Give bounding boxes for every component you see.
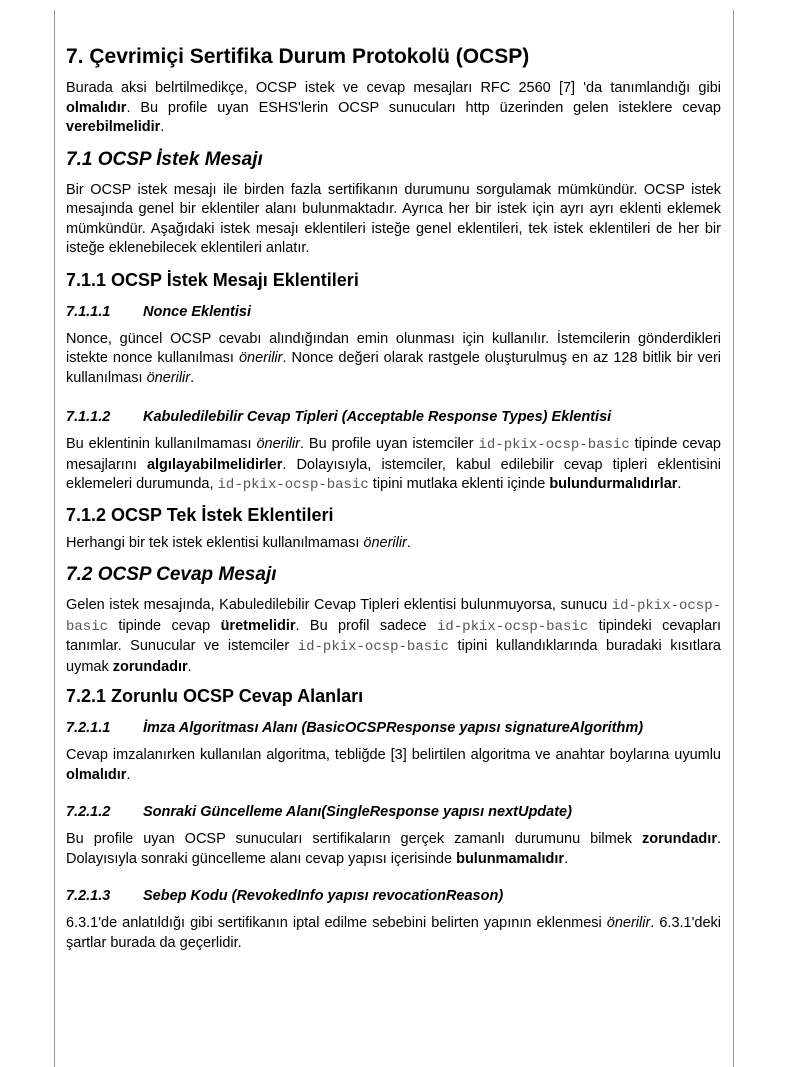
document-body <box>66 44 721 953</box>
section-7-1-1-1-paragraph: Nonce, güncel OCSP cevabı alındığından emin olunması için kullanılır. İstemcilerin gönderdikleri istekte nonce kullanılması önerilir. Nonce değeri olarak rastgele oluşturulmuş en az 128 bitlik bir veri kullanılması önerilir. <box>66 330 722 386</box>
section-7-2-1-1-heading: 7.2.1.1 İmza Algoritması Alanı (BasicOCSPResponse yapısı signatureAlgorithm) <box>66 720 644 736</box>
section-7-1-paragraph: Bir OCSP istek mesajı ile birden fazla sertifikanın durumunu sorgulamak mümkündür. OCSP istek mesajında genel bir eklentiler alanı bulunmaktadır. Ayrıca her bir istek için ayrı ayrı eklenti eklemek mümkündür. Aşağıdaki istek mesajı eklentileri isteğe genel eklentileri, tek istek eklentileri de her bir isteğe eklenebilecek eklentileri anlatır. <box>66 181 721 256</box>
section-7-1-1-heading: 7.1.1 OCSP İstek Mesajı Eklentileri <box>66 269 359 290</box>
section-7-2-1-2-paragraph: Bu profile uyan OCSP sunucuları sertifikaların gerçek zamanlı durumunu bilmek zorundadır. Dolayısıyla sonraki güncelleme alanı cevap yapısı içerisinde bulunmamalıdır. <box>66 831 721 867</box>
section-7-1-2-heading: 7.1.2 OCSP Tek İstek Eklentileri <box>66 504 334 525</box>
section-7-2-1-heading: 7.2.1 Zorunlu OCSP Cevap Alanları <box>66 686 364 706</box>
section-7-1-heading: 7.1 OCSP İstek Mesajı <box>66 148 263 170</box>
section-7-heading: 7. Çevrimiçi Sertifika Durum Protokolü (OCSP) <box>66 45 530 68</box>
section-7-2-1-2-heading: 7.2.1.2 Sonraki Güncelleme Alanı(SingleResponse yapısı nextUpdate) <box>66 804 572 820</box>
section-7-1-1-1-heading: 7.1.1.1 Nonce Eklentisi <box>66 303 251 320</box>
section-7-2-1-3-paragraph: 6.3.1'de anlatıldığı gibi sertifikanın iptal edilme sebebini belirten yapının eklenmesi önerilir. 6.3.1'deki şartlar burada da geçerlidir. <box>66 915 721 951</box>
section-7-2-heading: 7.2 OCSP Cevap Mesajı <box>66 564 277 585</box>
section-7-2-paragraph: Gelen istek mesajında, Kabuledilebilir Cevap Tipleri eklentisi bulunmuyorsa, sunucu id-pkix-ocsp-basic tipinde cevap üretmelidir. Bu profil sadece id-pkix-ocsp-basic tipindeki cevapları tanımlar. Sunucular ve istemciler id-pkix-ocsp-basic tipini kullandıklarında buradaki kısıtlara uymak zorundadır. <box>66 597 721 675</box>
section-7-paragraph: Burada aksi belrtilmedikçe, OCSP istek ve cevap mesajları RFC 2560 [7] 'da tanımlandığı gibi olmalıdır. Bu profile uyan ESHS'lerin OCSP sunucuları http üzerinden gelen isteklere cevap verebilmelidir. <box>66 80 721 135</box>
section-7-2-1-3-heading: 7.2.1.3 Sebep Kodu (RevokedInfo yapısı revocationReason) <box>66 888 504 904</box>
section-7-1-1-2-heading: 7.1.1.2 Kabuledilebilir Cevap Tipleri (Acceptable Response Types) Eklentisi <box>66 409 612 425</box>
section-7-2-1-1-paragraph: Cevap imzalanırken kullanılan algoritma, tebliğde [3] belirtilen algoritma ve anahtar boylarına uyumlu olmalıdır. <box>66 747 721 783</box>
section-7-1-2-paragraph: Herhangi bir tek istek eklentisi kullanılmaması önerilir. <box>66 534 411 551</box>
section-7-1-1-2-paragraph: Bu eklentinin kullanılmaması önerilir. Bu profile uyan istemciler id-pkix-ocsp-basic tipinde cevap mesajlarını algılayabilmelidirler. Dolayısıyla, istemciler, kabul edilebilir cevap tipleri eklentisini eklemeleri durumunda, id-pkix-ocsp-basic tipini mutlaka eklenti içinde bulundurmalıdırlar. <box>66 436 721 493</box>
